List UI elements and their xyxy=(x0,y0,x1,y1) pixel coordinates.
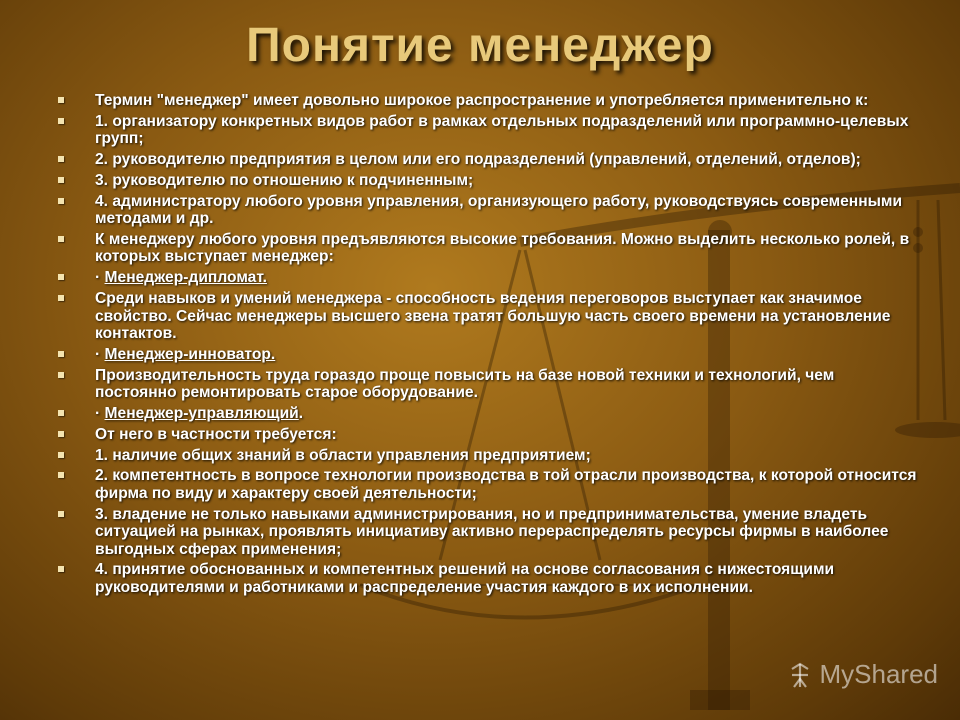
list-item: 1. организатору конкретных видов работ в рамках отдельных подразделений или программно-целевых групп; xyxy=(58,113,918,148)
slide-title: Понятие менеджер xyxy=(246,19,714,72)
square-bullet-icon xyxy=(58,274,64,280)
bullet-list xyxy=(58,92,918,600)
list-item: Термин "менеджер" имеет довольно широкое распространение и употребляется применительно к: xyxy=(58,92,918,110)
square-bullet-icon xyxy=(58,236,64,242)
square-bullet-icon xyxy=(58,177,64,183)
square-bullet-icon xyxy=(58,156,64,162)
square-bullet-icon xyxy=(58,351,64,357)
square-bullet-icon xyxy=(58,410,64,416)
square-bullet-icon xyxy=(58,372,64,378)
list-item: 4. администратору любого уровня управления, организующего работу, руководствуясь современными методами и др. xyxy=(58,193,918,228)
square-bullet-icon xyxy=(58,431,64,437)
watermark-text: MyShared xyxy=(819,659,938,689)
list-item: · Менеджер-дипломат. xyxy=(58,269,918,287)
square-bullet-icon xyxy=(58,511,64,517)
list-item: 4. принятие обоснованных и компетентных решений на основе согласования с нижестоящими руководителями и работниками и распределение участия каждого в их исполнении. xyxy=(58,561,918,596)
watermark xyxy=(786,659,939,690)
square-bullet-icon xyxy=(58,452,64,458)
list-item: · Менеджер-управляющий. xyxy=(58,405,918,423)
list-item: 3. руководителю по отношению к подчиненным; xyxy=(58,172,918,190)
square-bullet-icon xyxy=(58,295,64,301)
role-diplomat-link[interactable]: Менеджер-дипломат. xyxy=(104,269,267,287)
square-bullet-icon xyxy=(58,118,64,124)
list-item: 2. руководителю предприятия в целом или его подразделений (управлений, отделений, отделов); xyxy=(58,151,918,169)
square-bullet-icon xyxy=(58,472,64,478)
list-item: 1. наличие общих знаний в области управления предприятием; xyxy=(58,447,918,465)
role-manager-link[interactable]: Менеджер-управляющий xyxy=(104,404,299,422)
square-bullet-icon xyxy=(58,97,64,103)
list-item: К менеджеру любого уровня предъявляются высокие требования. Можно выделить несколько ролей, в которых выступает менеджер: xyxy=(58,231,918,266)
myshared-logo-icon xyxy=(786,661,814,689)
role-innovator-link[interactable]: Менеджер-инноватор. xyxy=(104,345,276,363)
list-item: От него в частности требуется: xyxy=(58,426,918,444)
square-bullet-icon xyxy=(58,566,64,572)
list-item: Производительность труда гораздо проще повысить на базе новой техники и технологий, чем постоянно ремонтировать старое оборудование. xyxy=(58,367,918,402)
list-item: 2. компетентность в вопросе технологии производства в той отрасли производства, к которой относится фирма по виду и характеру своей деятельности; xyxy=(58,467,918,502)
list-item: · Менеджер-инноватор. xyxy=(58,346,918,364)
list-item: 3. владение не только навыками администрирования, но и предпринимательства, умение владеть ситуацией на рынках, проявлять инициативу активно перераспределять ресурсы фирмы в наиболее выгодных сферах применения; xyxy=(58,506,918,559)
list-item: Среди навыков и умений менеджера - способность ведения переговоров выступает как значимое свойство. Сейчас менеджеры высшего звена тратят большую часть своего времени на установление контактов. xyxy=(58,290,918,343)
square-bullet-icon xyxy=(58,198,64,204)
